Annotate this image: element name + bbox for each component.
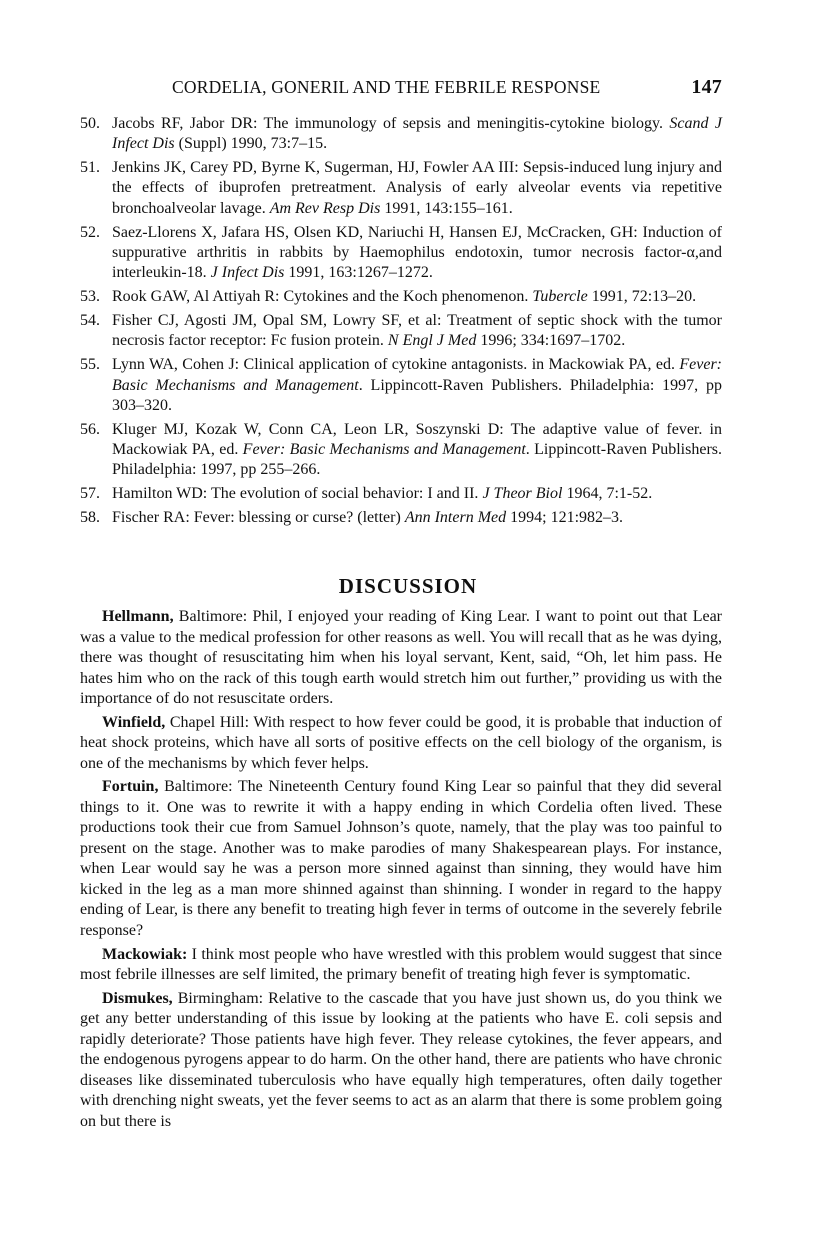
- reference-source: Am Rev Resp Dis: [269, 199, 381, 217]
- reference-tail: (Suppl) 1990, 73:7–15.: [174, 135, 328, 153]
- reference-item: [80, 114, 722, 155]
- reference-text: Hamilton WD: The evolution of social behavior: I and II.: [112, 485, 483, 503]
- reference-number: 55.: [80, 356, 100, 374]
- reference-tail: 1991, 72:13–20.: [587, 288, 697, 306]
- reference-tail: . Lippincott-Raven Publishers. Philadelphia: 1997, pp 303–320.: [112, 376, 723, 414]
- discussion-paragraph: [80, 777, 722, 941]
- speaker-name: Mackowiak:: [102, 945, 188, 963]
- reference-text: Saez-Llorens X, Jafara HS, Olsen KD, Nariuchi H, Hansen EJ, McCracken, GH: Induction of suppurative arthritis in rabbits by Haemophilus endotoxin, tumor necrosis factor-α,and interleukin-18.: [112, 223, 722, 282]
- paragraph-text: Chapel Hill: With respect to how fever could be good, it is probable that induction of heat shock proteins, which have all sorts of positive effects on the cell biology of the organism, is one of the mechanisms by which fever helps.: [80, 713, 722, 772]
- reference-text: Jenkins JK, Carey PD, Byrne K, Sugerman, HJ, Fowler AA III: Sepsis-induced lung injury and the effects of ibuprofen pretreatment. Analysis of early alveolar events via repetitive bronchoalveolar lavage.: [112, 159, 722, 217]
- discussion-body: [80, 607, 722, 1135]
- reference-source: Scand J Infect Dis: [112, 115, 723, 153]
- reference-number: 56.: [80, 420, 100, 438]
- reference-number: 53.: [80, 288, 100, 306]
- reference-text: Lynn WA, Cohen J: Clinical application of cytokine antagonists. in Mackowiak PA, ed.: [112, 356, 680, 374]
- reference-text: Rook GAW, Al Attiyah R: Cytokines and the Koch phenomenon.: [112, 288, 533, 306]
- running-header: [172, 76, 722, 99]
- reference-list: [80, 114, 722, 532]
- reference-text: Jacobs RF, Jabor DR: The immunology of sepsis and meningitis-cytokine biology.: [112, 115, 670, 132]
- discussion-paragraph: [80, 945, 722, 986]
- reference-tail: 1991, 143:155–161.: [380, 199, 513, 217]
- reference-text: Kluger MJ, Kozak W, Conn CA, Leon LR, Soszynski D: The adaptive value of fever. in Mackowiak PA, ed.: [112, 420, 722, 459]
- discussion-paragraph: [80, 607, 722, 710]
- paragraph-text: Baltimore: The Nineteenth Century found King Lear so painful that they did several things to it. One was to rewrite it with a happy ending in which Cordelia often lived. These productions took their cue from Samuel Johnson’s quote, namely, that the play was too painful to present on the stage. Another was to make parodies of many Shakespearean plays. For instance, when Lear would say he was a person more sinned against than sinning, they would have him kicked in the leg as a man more shinned against than shinning. I wonder in regard to the happy ending of Lear, is there any benefit to treating high fever in terms of outcome in the severely febrile response?: [80, 778, 722, 939]
- reference-source: N Engl J Med: [387, 332, 477, 350]
- page-number: 147: [691, 76, 722, 98]
- reference-source: Fever: Basic Mechanisms and Management: [112, 356, 722, 394]
- discussion-heading: DISCUSSION: [338, 574, 478, 598]
- paragraph-text: Birmingham: Relative to the cascade that you have just shown us, do you think we get any better understanding of this issue by looking at the patients who have E. coli sepsis and rapidly deteriorate? Those patients have high fever. They release cytokines, the fever appears, and the endogenous pyrogens appear to do harm. On the other hand, there are patients who have chronic diseases like disseminated tuberculosis who have equally high temperatures, often daily together with drenching night sweats, yet the fever seems to act as an alarm that there is some problem going on but there is: [80, 989, 722, 1130]
- reference-item: [80, 158, 722, 219]
- reference-item: [80, 420, 722, 481]
- discussion-paragraph: [80, 713, 722, 775]
- reference-source: Tubercle: [532, 288, 588, 306]
- reference-source: J Infect Dis: [210, 264, 285, 282]
- speaker-name: Dismukes,: [102, 989, 173, 1007]
- reference-number: 51.: [80, 159, 100, 177]
- reference-item: [80, 223, 722, 284]
- speaker-name: Winfield,: [102, 713, 166, 731]
- reference-item: [80, 508, 722, 528]
- reference-source: Ann Intern Med: [404, 509, 507, 527]
- reference-tail: 1994; 121:982–3.: [506, 509, 624, 527]
- speaker-name: Hellmann,: [102, 608, 174, 625]
- reference-item: [80, 311, 722, 352]
- reference-item: [80, 484, 722, 504]
- reference-item: [80, 287, 722, 307]
- paragraph-text: Baltimore: Phil, I enjoyed your reading of King Lear. I want to point out that Lear was a value to the medical profession for other reasons as well. You will recall that as he was dying, there was thought of resuscitating him when his loyal servant, Kent, said, “Oh, let him pass. He hates him who on the rack of this tough earth would stretch him out further,” providing us with the importance of do not resuscitate orders.: [80, 608, 722, 707]
- reference-number: 52.: [80, 223, 100, 241]
- reference-text: Fisher CJ, Agosti JM, Opal SM, Lowry SF, et al: Treatment of septic shock with the tumor necrosis factor receptor: Fc fusion protein.: [112, 312, 722, 350]
- paragraph-text: I think most people who have wrestled with this problem would suggest that since most febrile illnesses are self limited, the primary benefit of treating high fever is symptomatic.: [80, 945, 722, 984]
- reference-number: 58.: [80, 509, 100, 527]
- reference-item: [80, 355, 722, 416]
- reference-tail: . Lippincott-Raven Publishers. Philadelphia: 1997, pp 255–266.: [112, 441, 722, 479]
- running-title: CORDELIA, GONERIL AND THE FEBRILE RESPONSE: [172, 77, 601, 97]
- speaker-name: Fortuin,: [102, 778, 159, 796]
- reference-number: 54.: [80, 312, 100, 330]
- reference-tail: 1996; 334:1697–1702.: [476, 332, 626, 350]
- reference-text: Fischer RA: Fever: blessing or curse? (letter): [112, 509, 405, 527]
- reference-number: 50.: [80, 115, 100, 132]
- reference-source: Fever: Basic Mechanisms and Management: [242, 441, 526, 459]
- reference-tail: 1991, 163:1267–1272.: [284, 264, 433, 282]
- discussion-paragraph: [80, 989, 722, 1133]
- reference-tail: 1964, 7:1-52.: [562, 485, 653, 503]
- reference-source: J Theor Biol: [482, 485, 563, 503]
- reference-number: 57.: [80, 485, 100, 503]
